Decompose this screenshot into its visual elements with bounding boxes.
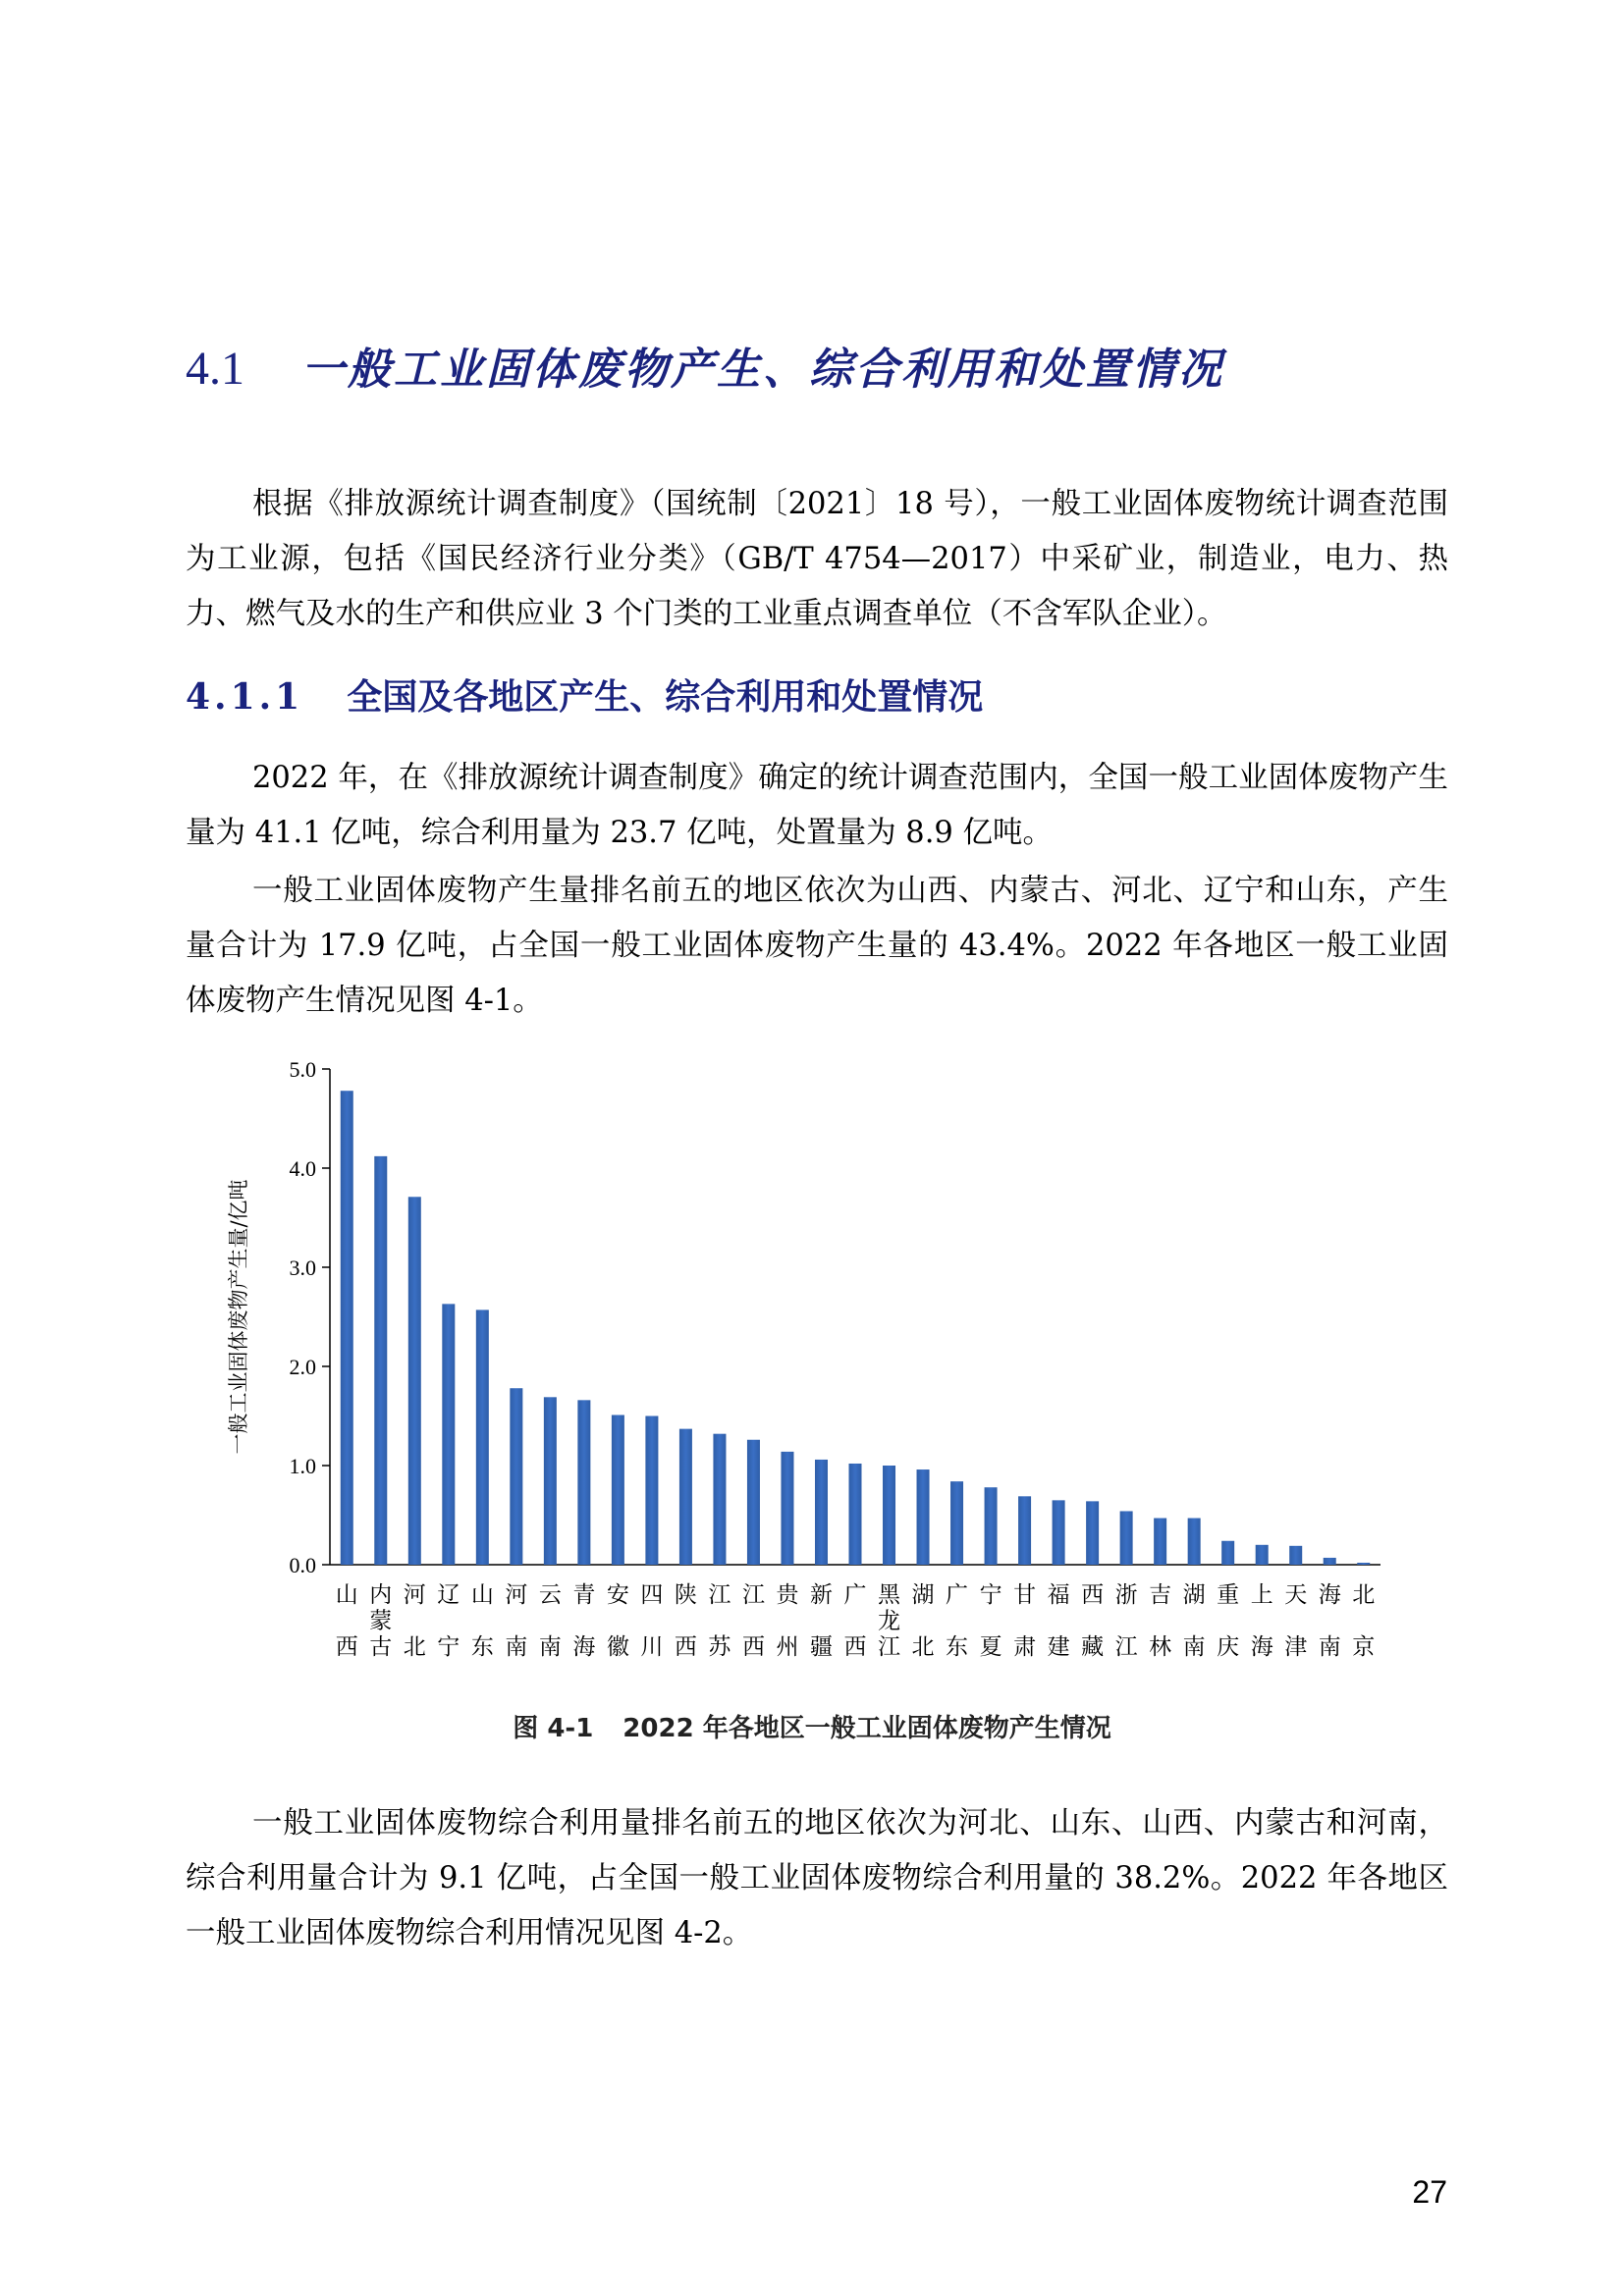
y-tick-label: 2.0 [289, 1355, 316, 1379]
bar-24 [1154, 1519, 1166, 1565]
paragraph-scope: 根据《排放源统计调查制度》（国统制〔2021〕18 号），一般工业固体废物统计调查范围为工业源，包括《国民经济行业分类》（GB/T 4754—2017）中采矿业，制造业，电力、热力、燃气及水的生产和供应业 3 个门类的工业重点调查单位（不含军队企业）。 [186, 487, 1448, 631]
y-tick-label: 0.0 [289, 1553, 316, 1577]
x-tick-label-char: 龙 [878, 1608, 901, 1634]
x-tick-label-char: 徽 [606, 1634, 629, 1660]
x-tick-label-char: 江 [708, 1582, 731, 1608]
x-tick-label-char: 宁 [979, 1582, 1002, 1608]
x-tick-label-char: 藏 [1081, 1634, 1105, 1660]
x-tick-label-char: 东 [470, 1634, 494, 1660]
bar-27 [1256, 1545, 1269, 1565]
x-tick-label-char: 南 [1182, 1634, 1206, 1660]
bar-20 [1018, 1496, 1031, 1565]
bar-18 [950, 1481, 963, 1565]
x-tick-label-char: 天 [1284, 1582, 1308, 1608]
x-tick-label-char: 江 [741, 1582, 765, 1608]
x-tick-label-char: 辽 [437, 1582, 460, 1608]
x-tick-label-char: 南 [1318, 1634, 1341, 1660]
bar-26 [1221, 1541, 1234, 1565]
bar-19 [985, 1487, 998, 1565]
x-tick-label-char: 上 [1250, 1582, 1273, 1608]
x-tick-label-char: 四 [640, 1582, 664, 1608]
x-tick-label-char: 南 [538, 1634, 562, 1660]
bar-12 [747, 1440, 760, 1565]
x-tick-label-char: 海 [572, 1634, 596, 1660]
y-tick-label: 1.0 [289, 1454, 316, 1478]
x-tick-label-char: 重 [1217, 1582, 1240, 1608]
x-tick-label-char: 苏 [708, 1634, 731, 1660]
x-tick-label-char: 西 [741, 1634, 765, 1660]
x-tick-label-char: 北 [403, 1634, 426, 1660]
x-tick-label-char: 林 [1149, 1634, 1172, 1660]
bar-3 [442, 1304, 455, 1565]
x-tick-label-char: 州 [776, 1634, 799, 1660]
bar-6 [544, 1397, 557, 1565]
x-tick-label-char: 肃 [1013, 1634, 1037, 1660]
bar-30 [1357, 1563, 1370, 1565]
x-tick-label-char: 西 [1081, 1582, 1105, 1608]
x-tick-label-char: 青 [572, 1582, 596, 1608]
x-tick-label-char: 福 [1047, 1582, 1070, 1608]
bar-2 [408, 1197, 421, 1565]
x-tick-label-char: 庆 [1217, 1634, 1240, 1660]
x-tick-label-char: 北 [1352, 1582, 1376, 1608]
x-tick-label-char: 山 [470, 1582, 494, 1608]
bar-11 [713, 1434, 726, 1565]
bar-13 [781, 1452, 793, 1565]
x-tick-label-char: 西 [843, 1634, 867, 1660]
bar-28 [1289, 1546, 1302, 1565]
y-tick-label: 5.0 [289, 1057, 316, 1082]
x-tick-label-char: 海 [1250, 1634, 1273, 1660]
y-tick-label: 4.0 [289, 1156, 316, 1181]
x-tick-label-char: 古 [369, 1634, 393, 1660]
bar-15 [849, 1464, 862, 1565]
x-tick-label-char: 京 [1352, 1634, 1376, 1660]
bar-5 [510, 1388, 522, 1565]
figure-number: 图 4-1 [513, 1714, 594, 1743]
x-tick-label-char: 安 [606, 1582, 629, 1608]
x-tick-label-char: 河 [403, 1582, 426, 1608]
bar-0 [341, 1091, 353, 1565]
x-tick-label-char: 广 [946, 1582, 969, 1608]
subsection-number: 4.1.1 [186, 676, 304, 718]
x-tick-label-char: 内 [369, 1582, 393, 1608]
x-tick-label-char: 疆 [809, 1634, 833, 1660]
bar-23 [1120, 1511, 1133, 1565]
x-tick-label-char: 江 [878, 1634, 901, 1660]
subsection-title: 全国及各地区产生、综合利用和处置情况 [347, 676, 984, 718]
x-tick-label-char: 海 [1318, 1582, 1341, 1608]
x-tick-label-char: 浙 [1114, 1582, 1138, 1608]
y-axis-label: 一般工业固体废物产生量/亿吨 [227, 1179, 250, 1455]
x-tick-label-char: 夏 [979, 1634, 1002, 1660]
x-tick-label-char: 甘 [1013, 1582, 1037, 1608]
x-tick-label-char: 川 [640, 1634, 664, 1660]
section-title: 一般工业固体废物产生、综合利用和处置情况 [301, 345, 1224, 395]
x-tick-label-char: 广 [843, 1582, 867, 1608]
x-tick-label-char: 南 [505, 1634, 528, 1660]
x-tick-label-char: 西 [674, 1634, 697, 1660]
bar-16 [883, 1466, 895, 1565]
x-tick-label-char: 江 [1114, 1634, 1138, 1660]
x-tick-label-char: 东 [946, 1634, 969, 1660]
bar-chart [216, 1050, 1394, 1679]
paragraph-top-five-utilization: 一般工业固体废物综合利用量排名前五的地区依次为河北、山东、山西、内蒙古和河南，综合利用量合计为 9.1 亿吨，占全国一般工业固体废物综合利用量的 38.2%。2022 年各地区一般工业固体废物综合利用情况见图 4-2。 [186, 1806, 1448, 1950]
section-heading [186, 334, 1224, 393]
x-tick-label-char: 津 [1284, 1634, 1308, 1660]
bar-4 [476, 1309, 489, 1565]
bar-29 [1324, 1558, 1336, 1565]
figure-caption [0, 1708, 1624, 1744]
x-tick-label-char: 河 [505, 1582, 528, 1608]
subsection-heading [186, 669, 983, 720]
bar-22 [1086, 1501, 1099, 1565]
bar-9 [645, 1416, 658, 1566]
x-tick-label-char: 湖 [911, 1582, 935, 1608]
x-tick-label-char: 建 [1047, 1634, 1070, 1660]
bar-17 [917, 1469, 930, 1565]
figure-title: 2022 年各地区一般工业固体废物产生情况 [623, 1714, 1111, 1743]
bar-1 [374, 1156, 387, 1565]
bar-8 [612, 1415, 624, 1565]
x-tick-label-char: 北 [911, 1634, 935, 1660]
x-tick-label-char: 云 [538, 1582, 562, 1608]
bar-7 [577, 1400, 590, 1565]
x-tick-label-char: 湖 [1182, 1582, 1206, 1608]
x-tick-label-char: 黑 [878, 1582, 901, 1608]
x-tick-label-char: 山 [335, 1582, 358, 1608]
paragraph-national-totals: 2022 年，在《排放源统计调查制度》确定的统计调查范围内，全国一般工业固体废物产生量为 41.1 亿吨，综合利用量为 23.7 亿吨，处置量为 8.9 亿吨。 [186, 761, 1448, 850]
x-tick-label-char: 新 [809, 1582, 833, 1608]
bar-21 [1053, 1500, 1065, 1565]
x-tick-label-char: 西 [335, 1634, 358, 1660]
x-tick-label-char: 宁 [437, 1634, 460, 1660]
bar-14 [815, 1460, 828, 1565]
bar-chart-svg [216, 1050, 1394, 1679]
x-tick-label-char: 吉 [1149, 1582, 1172, 1608]
x-tick-label-char: 陕 [674, 1582, 697, 1608]
section-number: 4.1 [186, 343, 244, 395]
y-tick-label: 3.0 [289, 1255, 316, 1280]
bar-25 [1188, 1519, 1201, 1565]
x-tick-label-char: 贵 [776, 1582, 799, 1608]
bar-10 [679, 1429, 692, 1565]
page-number: 27 [1412, 2174, 1447, 2210]
paragraph-top-five-generation: 一般工业固体废物产生量排名前五的地区依次为山西、内蒙古、河北、辽宁和山东，产生量合计为 17.9 亿吨，占全国一般工业固体废物产生量的 43.4%。2022 年各地区一般工业固体废物产生情况见图 4-1。 [186, 874, 1448, 1018]
x-tick-label-char: 蒙 [369, 1608, 393, 1634]
